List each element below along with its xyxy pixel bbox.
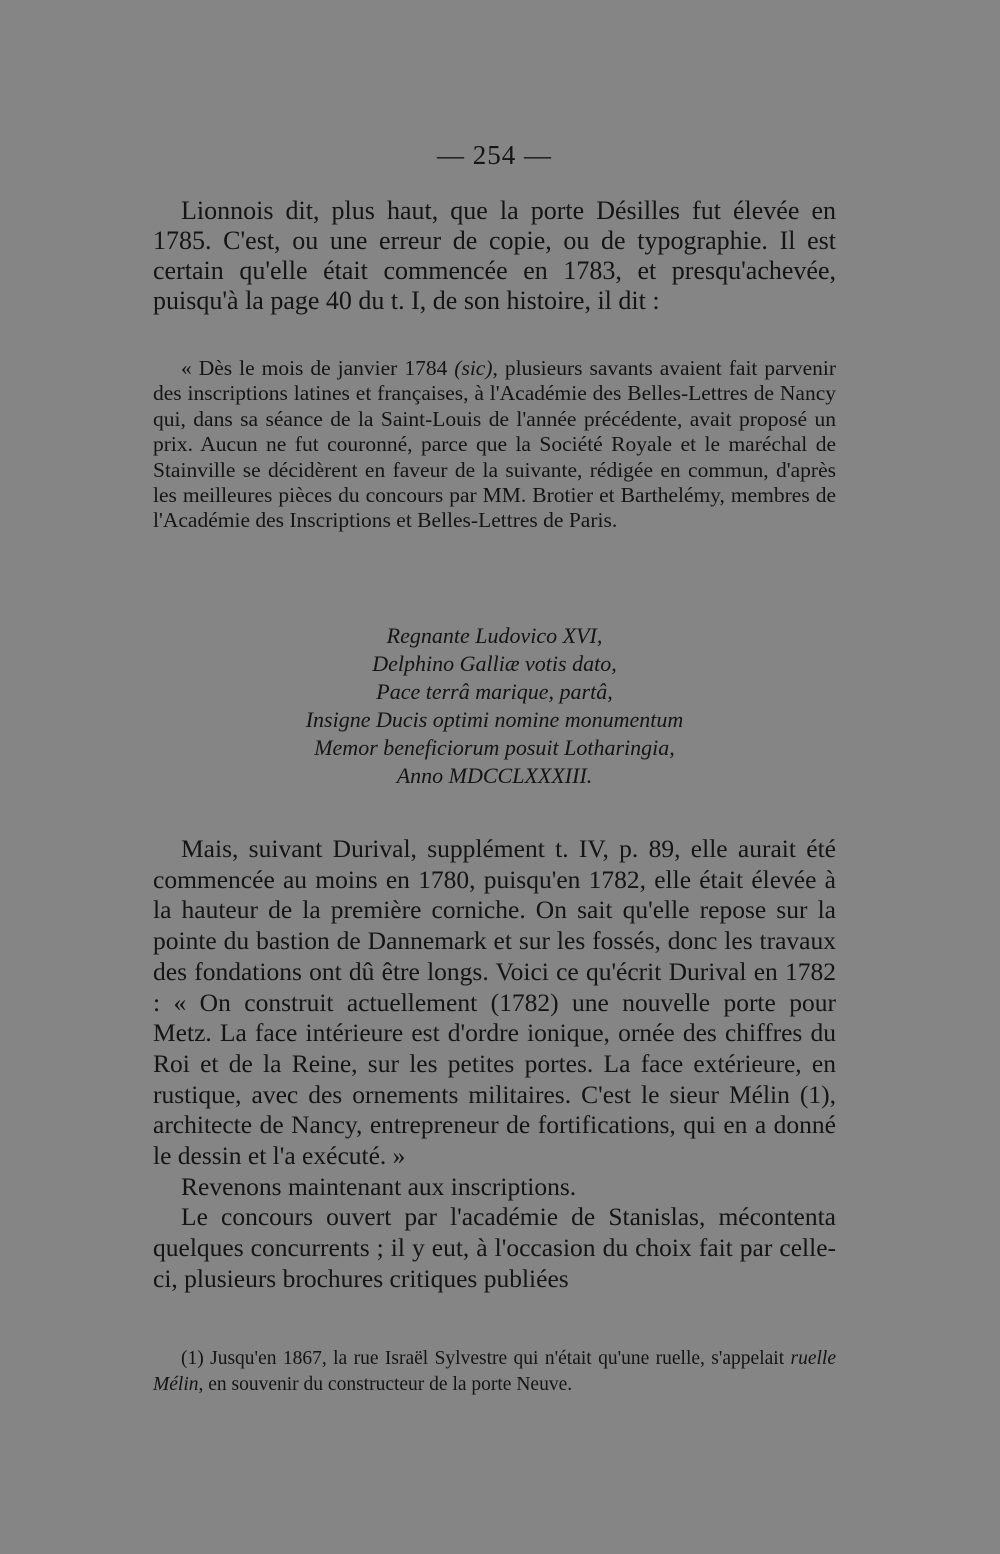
main-text	[153, 834, 836, 1295]
footnote-italic: ruelle Mélin	[153, 1348, 836, 1395]
inscription-line: Delphino Galliæ votis dato,	[372, 651, 617, 676]
footnote	[153, 1346, 836, 1398]
footnote-text-start: (1) Jusqu'en 1867, la rue Israël Sylvestre qui n'était qu'une ruelle, s'appelait	[181, 1348, 791, 1369]
page-number: — 254 —	[437, 140, 552, 170]
inscription-line: Pace terrâ marique, partâ,	[376, 679, 613, 704]
paragraph-revenons: Revenons maintenant aux inscriptions.	[181, 1171, 577, 1201]
inscription-line: Regnante Ludovico XVI,	[386, 623, 603, 648]
quoted-passage	[153, 356, 836, 534]
quote-text-start: « Dès le mois de janvier 1784	[181, 356, 455, 380]
footnote-text-end: , en souvenir du constructeur de la porte Neuve.	[198, 1374, 573, 1395]
quote-text-rest: , plusieurs savants avaient fait parvenir des inscriptions latines et françaises, à l'Académie des Belles-Lettres de Nancy qui, dans sa séance de la Saint-Louis de l'année précédente, avait proposé un prix. Aucun ne fut couronné, parce que la Société Royale et le maréchal de Stainville se décidèrent en faveur de la suivante, rédigée en commun, d'après les meilleures pièces du concours par MM. Brotier et Barthelémy, membres de l'Académie des Inscriptions et Belles-Lettres de Paris.	[153, 356, 836, 533]
inscription-line: Memor beneficiorum posuit Lotharingia,	[314, 735, 675, 760]
latin-inscription	[153, 622, 836, 790]
intro-paragraph: Lionnois dit, plus haut, que la porte Désilles fut élevée en 1785. C'est, ou une erreur de copie, ou de typographie. Il est certain qu'elle était commencée en 1783, et presqu'achevée, puisqu'à la page 40 du t. I, de son histoire, il dit :	[153, 196, 836, 315]
paragraph-concours: Le concours ouvert par l'académie de Stanislas, mécontenta quelques concurrents ; il y eut, à l'occasion du choix fait par celle-ci, plusieurs brochures critiques publiées	[153, 1202, 836, 1293]
quote-sic: (sic)	[454, 356, 493, 380]
inscription-line: Insigne Ducis optimi nomine monumentum	[305, 707, 684, 732]
inscription-line: Anno MDCCLXXXIII.	[396, 763, 593, 788]
paragraph-durival: Mais, suivant Durival, supplément t. IV, p. 89, elle aurait été commencée au moins en 1780, puisqu'en 1782, elle était élevée à la hauteur de la première corniche. On sait qu'elle repose sur la pointe du bastion de Dannemark et sur les fossés, donc les travaux des fondations ont dû être longs. Voici ce qu'écrit Durival en 1782 : « On construit actuellement (1782) une nouvelle porte pour Metz. La face intérieure est d'ordre ionique, ornée des chiffres du Roi et de la Reine, sur les petites portes. La face extérieure, en rustique, avec des ornements militaires. C'est le sieur Mélin (1), architecte de Nancy, entrepreneur de fortifications, qui en a donné le dessin et l'a exécuté. »	[153, 834, 836, 1171]
